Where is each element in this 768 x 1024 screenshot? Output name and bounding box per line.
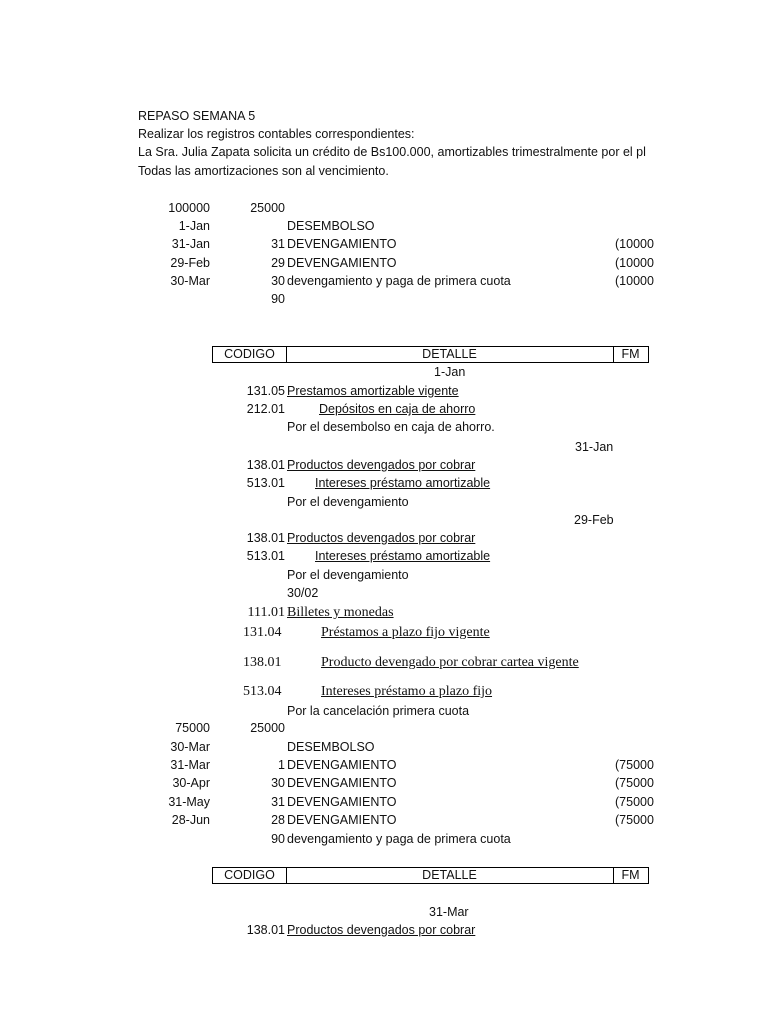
schedule-date: 30-Mar bbox=[170, 274, 210, 288]
schedule-calc: (75000 bbox=[615, 776, 654, 790]
schedule-date: 31-May bbox=[168, 795, 210, 809]
account-label: Productos devengados por cobrar bbox=[287, 458, 476, 472]
schedule-days: 31 bbox=[271, 795, 285, 809]
schedule-label: DESEMBOLSO bbox=[287, 219, 375, 233]
schedule-date: 31-Jan bbox=[171, 237, 210, 251]
schedule-date: 1-Jan bbox=[178, 219, 210, 233]
schedule-calc: (75000 bbox=[615, 795, 654, 809]
schedule-label: DEVENGAMIENTO bbox=[287, 795, 397, 809]
entry-note: Por el devengamiento bbox=[287, 495, 409, 509]
schedule-label: DEVENGAMIENTO bbox=[287, 776, 397, 790]
entry-date: 29-Feb bbox=[574, 513, 614, 527]
account-code: 131.04 bbox=[243, 625, 282, 640]
header-codigo: CODIGO bbox=[213, 868, 287, 883]
intro-line: Realizar los registros contables correspondientes: bbox=[138, 127, 415, 141]
entry-date: 1-Jan bbox=[434, 365, 466, 379]
header-detalle: DETALLE bbox=[286, 347, 614, 362]
account-code: 513.01 bbox=[246, 549, 285, 563]
page-title: REPASO SEMANA 5 bbox=[138, 109, 256, 123]
account-label: Intereses préstamo amortizable bbox=[315, 549, 491, 563]
schedule-calc: (10000 bbox=[615, 237, 654, 251]
schedule-total-days: 90 bbox=[271, 292, 285, 306]
entry-date: 30/02 bbox=[287, 586, 319, 600]
installment-amount: 25000 bbox=[250, 721, 285, 735]
account-code: 138.01 bbox=[243, 655, 282, 670]
account-label: Billetes y monedas bbox=[287, 605, 394, 620]
account-code: 212.01 bbox=[246, 402, 285, 416]
entry-note: Por el devengamiento bbox=[287, 568, 409, 582]
schedule-days: 31 bbox=[271, 237, 285, 251]
account-label: Prestamos amortizable vigente bbox=[287, 384, 459, 398]
loan-amount: 100000 bbox=[168, 201, 210, 215]
schedule-label: DEVENGAMIENTO bbox=[287, 256, 397, 270]
account-code: 111.01 bbox=[247, 605, 285, 620]
entry-note: Por la cancelación primera cuota bbox=[287, 704, 470, 718]
schedule-date: 28-Jun bbox=[171, 813, 210, 827]
loan-amount: 75000 bbox=[175, 721, 210, 735]
schedule-days: 29 bbox=[271, 256, 285, 270]
account-label: Productos devengados por cobrar bbox=[287, 923, 476, 937]
schedule-calc: (10000 bbox=[615, 274, 654, 288]
schedule-label: DESEMBOLSO bbox=[287, 740, 375, 754]
schedule-date: 31-Mar bbox=[170, 758, 210, 772]
entry-date: 31-Jan bbox=[575, 440, 614, 454]
schedule-label: DEVENGAMIENTO bbox=[287, 237, 397, 251]
account-code: 138.01 bbox=[246, 531, 285, 545]
header-codigo: CODIGO bbox=[213, 347, 287, 362]
account-label: Productos devengados por cobrar bbox=[287, 531, 476, 545]
schedule-label: devengamiento y paga de primera cuota bbox=[287, 274, 511, 288]
journal-table-header bbox=[212, 346, 649, 363]
schedule-calc: (75000 bbox=[615, 758, 654, 772]
account-label: Intereses préstamo a plazo fijo bbox=[321, 684, 493, 699]
schedule-days: 30 bbox=[271, 776, 285, 790]
schedule-calc: (75000 bbox=[615, 813, 654, 827]
account-code: 513.04 bbox=[243, 684, 282, 699]
header-fm: FM bbox=[621, 347, 640, 361]
account-label: Depósitos en caja de ahorro bbox=[319, 402, 476, 416]
account-code: 138.01 bbox=[246, 458, 285, 472]
schedule-date: 30-Mar bbox=[170, 740, 210, 754]
account-label: Producto devengado por cobrar cartea vigente bbox=[321, 655, 579, 670]
schedule-days: 30 bbox=[271, 274, 285, 288]
account-code: 513.01 bbox=[246, 476, 285, 490]
schedule-date: 30-Apr bbox=[172, 776, 210, 790]
account-label: Intereses préstamo amortizable bbox=[315, 476, 491, 490]
account-code: 131.05 bbox=[246, 384, 285, 398]
schedule-calc: (10000 bbox=[615, 256, 654, 270]
intro-line: Todas las amortizaciones son al vencimiento. bbox=[138, 164, 389, 178]
intro-line: La Sra. Julia Zapata solicita un crédito de Bs100.000, amortizables trimestralmente por el pl bbox=[138, 145, 646, 159]
account-code: 138.01 bbox=[246, 923, 285, 937]
schedule-days: 28 bbox=[271, 813, 285, 827]
header-detalle: DETALLE bbox=[286, 868, 614, 883]
journal-table-header bbox=[212, 867, 649, 884]
schedule-label: DEVENGAMIENTO bbox=[287, 758, 397, 772]
schedule-total-days: 90 bbox=[271, 832, 285, 846]
schedule-days: 1 bbox=[278, 758, 285, 772]
schedule-label: devengamiento y paga de primera cuota bbox=[287, 832, 511, 846]
schedule-label: DEVENGAMIENTO bbox=[287, 813, 397, 827]
header-fm: FM bbox=[621, 868, 640, 882]
entry-note: Por el desembolso en caja de ahorro. bbox=[287, 420, 495, 434]
schedule-date: 29-Feb bbox=[170, 256, 210, 270]
installment-amount: 25000 bbox=[250, 201, 285, 215]
entry-date: 31-Mar bbox=[429, 905, 469, 919]
account-label: Préstamos a plazo fijo vigente bbox=[321, 625, 490, 640]
